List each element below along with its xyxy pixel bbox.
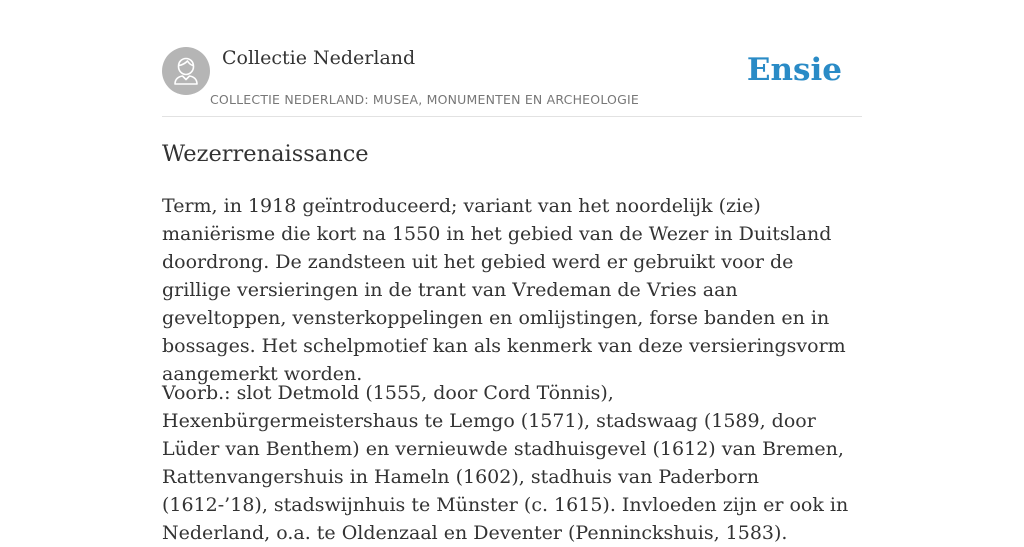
source-subtitle: COLLECTIE NEDERLAND: MUSEA, MONUMENTEN EN ARCHEOLOGIE [210, 92, 639, 107]
article-paragraph-1: Term, in 1918 geïntroduceerd; variant van het noordelijk (zie) maniërisme die kort na 1550 in het gebied van de Wezer in Duitsland doordrong. De zandsteen uit het gebied werd er gebruikt voor de grillige versieringen in de trant van Vredeman de Vries aan geveltoppen, vensterkoppelingen en omlijstingen, forse banden en in bossages. Het schelpmotief kan als kenmerk van deze versieringsvorm aangemerkt worden. [162, 195, 846, 385]
article-paragraph-2: Voorb.: slot Detmold (1555, door Cord Tönnis), Hexenbürgermeistershaus te Lemgo (1571), stadswaag (1589, door Lüder van Benthem) en vernieuwde stadhuisgevel (1612) van Bremen, Rattenvangershuis in Hameln (1602), stadhuis van Paderborn (1612-’18), stadswijnhuis te Münster (c. 1615). Invloeden zijn er ook in Nederland, o.a. te Oldenzaal en Deventer (Penninckshuis, 1583). [162, 382, 849, 544]
source-header [162, 0, 862, 117]
user-avatar-icon[interactable] [162, 47, 210, 95]
brand-logo[interactable]: Ensie [746, 52, 842, 88]
content-container [162, 0, 862, 544]
article-title: Wezerrenaissance [162, 141, 369, 167]
source-name[interactable]: Collectie Nederland [222, 47, 416, 69]
